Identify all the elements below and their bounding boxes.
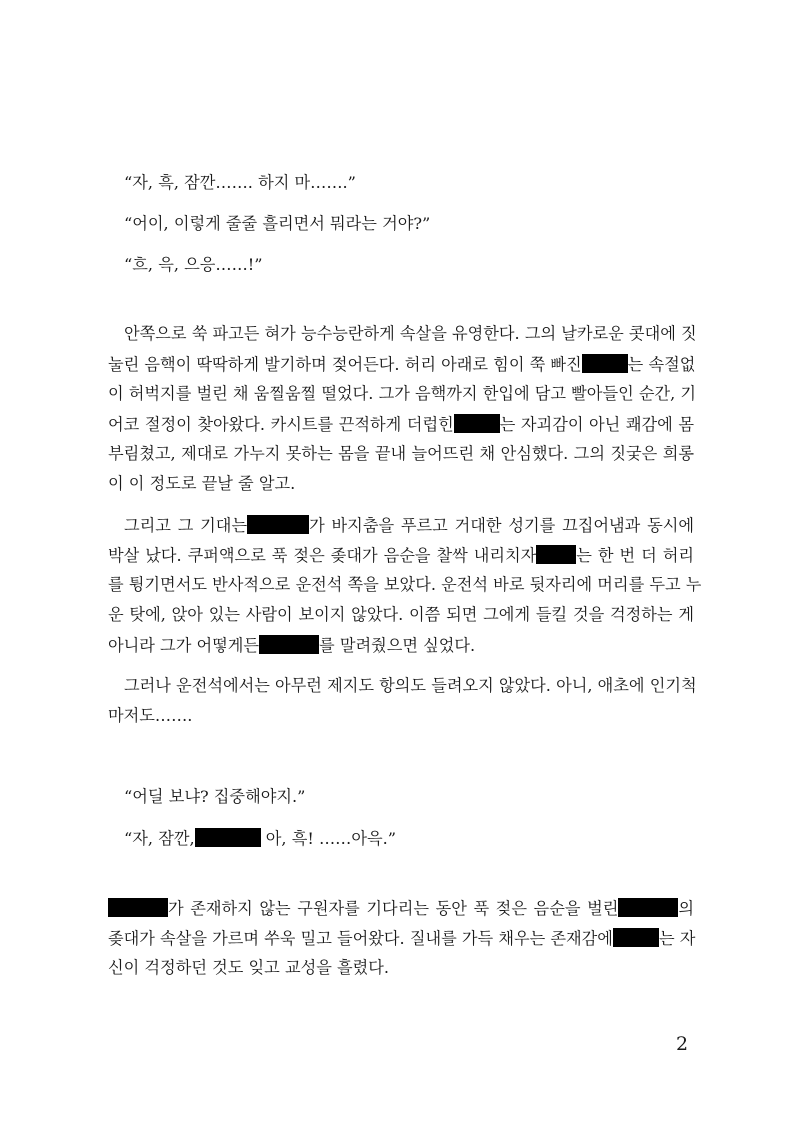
paragraph-line: 이 허벅지를 벌린 채 움찔움찔 떨었다. 그가 음핵까지 한입에 담고 빨아들인 순간, 기 xyxy=(108,384,697,403)
paragraph-line xyxy=(108,354,694,374)
text-segment: 어코 절정이 찾아왔다. 카시트를 끈적하게 더럽힌 xyxy=(108,415,454,434)
redaction-box xyxy=(618,898,678,917)
text-segment: 좆대가 속살을 가르며 쑤욱 밀고 들어왔다. 질내를 가득 채우는 존재감에 xyxy=(108,929,613,948)
text-segment: 는 자 xyxy=(658,929,696,948)
text-segment: 의 xyxy=(678,899,694,918)
dialogue-line: “흐, 윽, 으응……!” xyxy=(124,255,263,274)
paragraph-line xyxy=(124,515,694,535)
redaction-box xyxy=(536,545,576,564)
dialogue-line: “자, 흑, 잠깐……. 하지 마…….” xyxy=(124,173,356,192)
text-segment: 는 속절없 xyxy=(627,355,696,374)
paragraph-line: 부림쳤고, 제대로 가누지 못하는 몸을 끝내 늘어뜨린 채 안심했다. 그의 짓궂은 희롱 xyxy=(108,444,694,463)
dialogue-line: “어딜 보냐? 집중해야지.” xyxy=(124,787,306,806)
redaction-box xyxy=(259,635,319,654)
dialogue-line xyxy=(124,828,396,848)
paragraph-line: 이 이 정도로 끝날 줄 알고. xyxy=(108,474,296,493)
text-segment: 그리고 그 기대는 xyxy=(124,516,248,535)
paragraph-line xyxy=(108,898,694,918)
text-segment: “자, 잠깐, xyxy=(124,829,195,848)
redaction-box xyxy=(247,515,309,534)
paragraph-line: 마저도……. xyxy=(108,706,193,725)
redaction-box xyxy=(582,354,628,373)
paragraph-line xyxy=(108,414,694,434)
text-segment: 아니라 그가 어떻게든 xyxy=(108,636,260,655)
dialogue-line: “어이, 이렇게 줄줄 흘리면서 뭐라는 거야?” xyxy=(124,214,431,233)
paragraph-line: 그러나 운전석에서는 아무런 제지도 항의도 들려오지 않았다. 아니, 애초에 인기척 xyxy=(124,676,697,695)
page-number: 2 xyxy=(676,1033,689,1055)
redaction-box xyxy=(108,898,168,917)
text-segment: 눌린 음핵이 딱딱하게 발기하며 젖어든다. 허리 아래로 힘이 쭉 빠진 xyxy=(108,355,582,374)
text-segment: 는 자괴감이 아닌 쾌감에 몸 xyxy=(499,415,694,434)
paragraph-line: 안쪽으로 쑥 파고든 혀가 능수능란하게 속살을 유영한다. 그의 날카로운 콧대에 짓 xyxy=(124,324,697,343)
text-segment: 를 말려줬으면 싶었다. xyxy=(319,636,476,655)
paragraph-line xyxy=(108,545,694,565)
redaction-box xyxy=(613,928,659,947)
text-segment: 가 바지춤을 푸르고 거대한 성기를 끄집어냄과 동시에 xyxy=(309,516,694,535)
redaction-box xyxy=(454,414,500,433)
paragraph-line xyxy=(108,635,475,655)
paragraph-line: 를 튕기면서도 반사적으로 운전석 쪽을 보았다. 운전석 바로 뒷자리에 머리를 두고 누 xyxy=(108,575,702,594)
redaction-box xyxy=(195,828,261,847)
text-segment: 아, 흑! ……아윽.” xyxy=(260,829,397,848)
paragraph-line xyxy=(108,928,694,948)
paragraph-line: 운 탓에, 앉아 있는 사람이 보이지 않았다. 이쯤 되면 그에게 들킬 것을 걱정하는 게 xyxy=(108,605,694,624)
text-segment: 는 한 번 더 허리 xyxy=(576,546,694,565)
paragraph-line: 신이 걱정하던 것도 잊고 교성을 흘렸다. xyxy=(108,958,390,977)
text-segment: 박살 났다. 쿠퍼액으로 푹 젖은 좆대가 음순을 찰싹 내리치자 xyxy=(108,546,537,565)
text-segment: 가 존재하지 않는 구원자를 기다리는 동안 푹 젖은 음순을 벌린 xyxy=(168,899,619,918)
